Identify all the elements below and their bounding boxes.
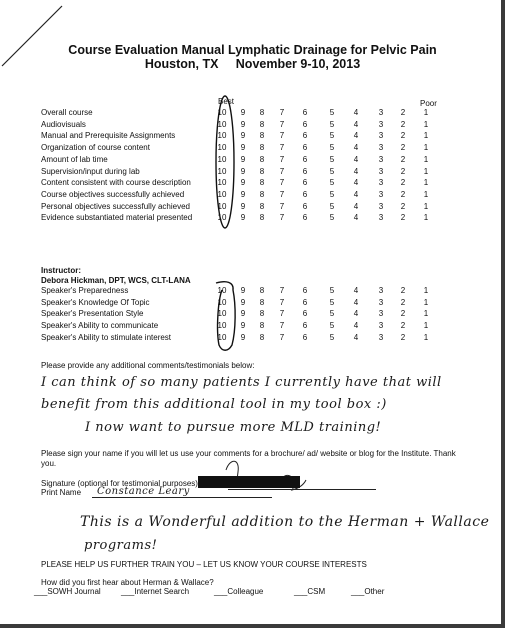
rating-option-7: 7 [279,166,285,176]
rating-option-3: 3 [378,286,384,295]
rating-option-5: 5 [329,178,335,188]
rating-option-2: 2 [400,143,406,153]
rating-option-5: 5 [329,131,335,141]
rating-option-9: 9 [240,143,246,153]
rating-option-1: 1 [423,143,429,153]
rating-option-10: 10 [217,286,227,295]
option-csm: ___CSM [294,587,326,596]
rating-option-9: 9 [240,154,246,164]
course-item-label: Content consistent with course description [41,178,191,188]
rating-option-10: 10 [217,189,227,199]
rating-option-10: 10 [217,119,227,129]
speaker-item-label: Speaker's Presentation Style [41,309,144,319]
rating-option-1: 1 [423,108,429,117]
rating-option-9: 9 [240,189,246,199]
rating-option-3: 3 [378,321,384,331]
rating-option-4: 4 [353,309,359,319]
rating-option-8: 8 [259,131,265,141]
rating-option-7: 7 [279,321,285,331]
rating-option-2: 2 [400,321,406,331]
rating-option-4: 4 [353,108,359,117]
course-item-label: Evidence substantiated material presented [41,213,193,223]
handwritten-comment-line-2: benefit from this additional tool in my tool box :) [41,397,387,412]
rating-option-8: 8 [259,119,265,129]
speaker-item-label: Speaker's Preparedness [41,286,129,295]
rating-option-9: 9 [240,321,246,331]
rating-option-9: 9 [240,119,246,129]
rating-option-10: 10 [217,213,227,223]
rating-option-1: 1 [423,201,429,211]
rating-option-2: 2 [400,119,406,129]
rating-option-10: 10 [217,131,227,141]
rating-option-3: 3 [378,166,384,176]
rating-option-3: 3 [378,309,384,319]
handwritten-testimonial-line-1: This is a Wonderful addition to the Herman + Wallace [80,514,490,530]
rating-option-6: 6 [302,108,308,117]
rating-option-3: 3 [378,213,384,223]
rating-option-4: 4 [353,178,359,188]
rating-option-10: 10 [217,154,227,164]
course-item-label: Organization of course content [41,143,150,153]
rating-option-4: 4 [353,119,359,129]
rating-option-9: 9 [240,178,246,188]
rating-option-7: 7 [279,108,285,117]
rating-option-2: 2 [400,332,406,342]
rating-option-5: 5 [329,108,335,117]
rating-option-4: 4 [353,166,359,176]
course-item-label: Course objectives successfully achieved [41,189,185,199]
rating-option-6: 6 [302,297,308,307]
rating-option-1: 1 [423,286,429,295]
rating-option-8: 8 [259,201,265,211]
poor-label: Poor [420,99,437,108]
option-colleague: ___Colleague [214,587,264,596]
course-item-label: Manual and Prerequisite Assignments [41,131,176,141]
rating-option-8: 8 [259,309,265,319]
rating-option-9: 9 [240,201,246,211]
rating-option-3: 3 [378,297,384,307]
signature-label: Signature (optional for testimonial purposes) [41,479,198,488]
scan-edge-right [501,0,505,628]
rating-option-9: 9 [240,309,246,319]
rating-option-5: 5 [329,154,335,164]
rating-option-2: 2 [400,213,406,223]
rating-option-6: 6 [302,213,308,223]
rating-option-6: 6 [302,178,308,188]
course-item-label: Amount of lab time [41,154,108,164]
rating-option-3: 3 [378,201,384,211]
rating-option-7: 7 [279,154,285,164]
rating-option-1: 1 [423,189,429,199]
rating-option-10: 10 [217,143,227,153]
rating-option-9: 9 [240,213,246,223]
rating-option-3: 3 [378,332,384,342]
best-label: Best [218,97,235,106]
signature-prompt-line-2: you. [41,459,57,468]
rating-option-2: 2 [400,131,406,141]
rating-option-5: 5 [329,321,335,331]
rating-option-8: 8 [259,143,265,153]
rating-option-2: 2 [400,201,406,211]
rating-option-7: 7 [279,286,285,295]
rating-option-6: 6 [302,119,308,129]
rating-option-5: 5 [329,189,335,199]
rating-option-10: 10 [217,297,227,307]
rating-option-2: 2 [400,178,406,188]
speaker-item-label: Speaker's Ability to communicate [41,321,159,331]
rating-option-9: 9 [240,108,246,117]
rating-option-5: 5 [329,286,335,295]
rating-option-8: 8 [259,178,265,188]
rating-option-5: 5 [329,119,335,129]
rating-option-2: 2 [400,108,406,117]
rating-option-3: 3 [378,119,384,129]
course-item-label: Personal objectives successfully achieved [41,201,190,211]
signature-prompt-line-1: Please sign your name if you will let us use your comments for a brochure/ ad/ website or blog for the Institute. Thank [41,449,456,458]
handwritten-comment-line-3: I now want to pursue more MLD training! [85,420,382,435]
rating-option-7: 7 [279,297,285,307]
rating-option-2: 2 [400,309,406,319]
rating-option-2: 2 [400,166,406,176]
rating-option-7: 7 [279,309,285,319]
rating-option-6: 6 [302,131,308,141]
rating-option-5: 5 [329,166,335,176]
rating-option-10: 10 [217,178,227,188]
rating-option-8: 8 [259,321,265,331]
rating-option-6: 6 [302,332,308,342]
hear-about-question: How did you first hear about Herman & Wallace? [41,578,214,587]
rating-option-6: 6 [302,201,308,211]
rating-option-5: 5 [329,332,335,342]
rating-option-4: 4 [353,213,359,223]
rating-option-1: 1 [423,119,429,129]
rating-option-7: 7 [279,119,285,129]
rating-option-5: 5 [329,201,335,211]
rating-option-10: 10 [217,321,227,331]
rating-option-3: 3 [378,131,384,141]
rating-option-2: 2 [400,286,406,295]
course-item-label: Audiovisuals [41,119,86,129]
rating-option-3: 3 [378,154,384,164]
rating-option-7: 7 [279,143,285,153]
rating-option-2: 2 [400,297,406,307]
rating-option-4: 4 [353,332,359,342]
rating-option-10: 10 [217,309,227,319]
option-other: ___Other [351,587,385,596]
option-internet-search: ___Internet Search [121,587,190,596]
rating-option-6: 6 [302,166,308,176]
rating-option-10: 10 [217,332,227,342]
rating-option-4: 4 [353,154,359,164]
rating-option-4: 4 [353,143,359,153]
rating-option-8: 8 [259,213,265,223]
rating-option-1: 1 [423,166,429,176]
rating-option-10: 10 [217,108,227,117]
rating-option-2: 2 [400,154,406,164]
rating-option-5: 5 [329,213,335,223]
rating-option-1: 1 [423,321,429,331]
handwritten-comment-line-1: I can think of so many patients I currently have that will [41,375,442,390]
rating-option-4: 4 [353,189,359,199]
rating-option-1: 1 [423,297,429,307]
rating-option-1: 1 [423,213,429,223]
print-name-value: Constance Leary [97,486,190,497]
rating-option-6: 6 [302,143,308,153]
form-title: Course Evaluation Manual Lymphatic Drainage for Pelvic Pain [68,43,437,57]
rating-option-8: 8 [259,297,265,307]
rating-option-2: 2 [400,189,406,199]
rating-option-4: 4 [353,286,359,295]
rating-option-3: 3 [378,108,384,117]
rating-option-7: 7 [279,178,285,188]
rating-option-8: 8 [259,166,265,176]
course-interests-heading: PLEASE HELP US FURTHER TRAIN YOU – LET US KNOW YOUR COURSE INTERESTS [41,560,367,569]
instructor-name: Debora Hickman, DPT, WCS, CLT-LANA [41,276,191,285]
rating-option-6: 6 [302,321,308,331]
rating-option-4: 4 [353,201,359,211]
course-item-label: Supervision/input during lab [41,166,140,176]
rating-option-6: 6 [302,309,308,319]
rating-option-9: 9 [240,332,246,342]
rating-option-3: 3 [378,178,384,188]
comments-prompt: Please provide any additional comments/testimonials below: [41,361,255,370]
rating-option-4: 4 [353,321,359,331]
rating-option-9: 9 [240,286,246,295]
speaker-item-label: Speaker's Knowledge Of Topic [41,297,150,307]
rating-option-8: 8 [259,286,265,295]
rating-option-4: 4 [353,297,359,307]
rating-option-6: 6 [302,154,308,164]
rating-option-5: 5 [329,309,335,319]
speaker-item-label: Speaker's Ability to stimulate interest [41,332,172,342]
rating-option-5: 5 [329,143,335,153]
rating-option-6: 6 [302,189,308,199]
rating-option-1: 1 [423,178,429,188]
scan-edge-bottom [0,624,505,628]
rating-option-10: 10 [217,166,227,176]
rating-option-6: 6 [302,286,308,295]
instructor-heading: Instructor: [41,266,81,275]
rating-option-7: 7 [279,189,285,199]
rating-option-8: 8 [259,332,265,342]
rating-option-7: 7 [279,213,285,223]
rating-option-7: 7 [279,131,285,141]
rating-option-1: 1 [423,332,429,342]
rating-option-9: 9 [240,297,246,307]
rating-option-7: 7 [279,332,285,342]
rating-option-1: 1 [423,131,429,141]
rating-option-8: 8 [259,189,265,199]
form-location-date: Houston, TX November 9-10, 2013 [144,57,361,71]
rating-option-3: 3 [378,143,384,153]
rating-option-9: 9 [240,131,246,141]
option-sowh-journal: ___SOWH Journal [34,587,101,596]
rating-option-9: 9 [240,166,246,176]
rating-option-10: 10 [217,201,227,211]
rating-option-3: 3 [378,189,384,199]
print-name-label: Print Name [41,488,82,497]
rating-option-8: 8 [259,108,265,117]
course-item-label: Overall course [41,108,93,117]
rating-option-5: 5 [329,297,335,307]
rating-option-7: 7 [279,201,285,211]
rating-option-8: 8 [259,154,265,164]
rating-option-1: 1 [423,309,429,319]
rating-option-1: 1 [423,154,429,164]
handwritten-testimonial-line-2: programs! [84,538,158,553]
rating-option-4: 4 [353,131,359,141]
